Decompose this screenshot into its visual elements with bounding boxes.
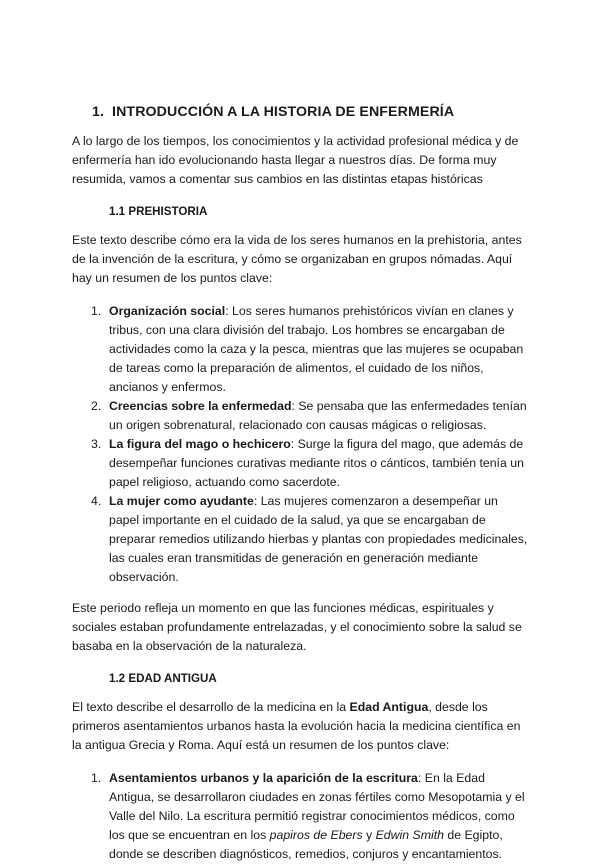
list-term: Asentamientos urbanos y la aparición de la escritura xyxy=(109,771,418,785)
list-item xyxy=(72,397,530,435)
heading-number: 1. xyxy=(92,104,105,120)
list-italic-edwin-smith: Edwin Smith xyxy=(375,828,444,842)
para-text-a: El texto describe el desarrollo de la medicina en la xyxy=(72,700,350,714)
heading-text: INTRODUCCIÓN A LA HISTORIA DE ENFERMERÍA xyxy=(112,104,455,120)
list-text: : Surge la figura del mago, que además de desempeñar funciones curativas mediante ritos o cánticos, también tenía un papel religioso, actuando como sacerdote. xyxy=(109,437,524,489)
list-number: 4. xyxy=(91,494,102,508)
list-number: 2. xyxy=(91,399,102,413)
list-number: 1. xyxy=(91,771,102,785)
list-text-a: : En la Edad Antigua, se desarrollaron ciudades en zonas fértiles como Mesopotamia y el Valle del Nilo. La escritura permitió registrar conocimientos médicos, como los que se encuentran en los xyxy=(109,771,525,842)
prehistoria-closing: Este periodo refleja un momento en que las funciones médicas, espirituales y sociales estaban profundamente entrelazadas, y el conocimiento sobre la salud se basaba en la observación de la naturaleza. xyxy=(72,601,522,653)
list-term: La figura del mago o hechicero xyxy=(109,437,291,451)
section-heading-prehistoria: 1.1 PREHISTORIA xyxy=(109,205,208,218)
prehistoria-list xyxy=(72,302,530,587)
list-text: : Los seres humanos prehistóricos vivían en clanes y tribus, con una clara división del trabajo. Los hombres se encargaban de actividades como la caza y la pesca, mientras que las mujeres se ocupaban de tareas como la preparación de alimentos, el cuidado de los niños, ancianos y enfermos. xyxy=(109,304,524,394)
edad-antigua-list xyxy=(72,769,530,864)
list-text-c: de Egipto, donde se describen diagnósticos, remedios, conjuros y encantamientos. xyxy=(109,828,503,861)
section-heading-edad-antigua: 1.2 EDAD ANTIGUA xyxy=(109,672,217,685)
list-text: : Las mujeres comenzaron a desempeñar un papel importante en el cuidado de la salud, ya que se encargaban de preparar remedios utilizando hierbas y plantas con propiedades medicinales, las cuales eran transmitidas de generación en generación mediante observación. xyxy=(109,494,528,584)
list-item xyxy=(72,435,530,492)
para-text-b: , desde los primeros asentamientos urbanos hasta la evolución hacia la medicina científica en la antigua Grecia y Roma. Aquí está un resumen de los puntos clave: xyxy=(72,700,521,752)
list-item xyxy=(72,492,530,587)
list-item xyxy=(72,302,530,397)
list-term: Organización social xyxy=(109,304,226,318)
list-italic-ebers: papiros de Ebers xyxy=(269,828,363,842)
prehistoria-paragraph: Este texto describe cómo era la vida de los seres humanos en la prehistoria, antes de la invención de la escritura, y cómo se organizaban en grupos nómadas. Aquí hay un resumen de los puntos clave: xyxy=(72,233,522,285)
list-term: Creencias sobre la enfermedad xyxy=(109,399,292,413)
list-item xyxy=(72,769,530,864)
main-heading xyxy=(92,104,530,120)
intro-paragraph: A lo largo de los tiempos, los conocimientos y la actividad profesional médica y de enfermería han ido evolucionando hasta llegar a nuestros días. De forma muy resumida, vamos a comentar sus cambios en las distintas etapas históricas xyxy=(72,134,519,186)
list-text-b: y xyxy=(362,828,376,842)
edad-antigua-paragraph xyxy=(72,698,530,755)
list-term: La mujer como ayudante xyxy=(109,494,254,508)
list-text: : Se pensaba que las enfermedades tenían un origen sobrenatural, relacionado con causas mágicas o religiosas. xyxy=(109,399,527,432)
para-bold: Edad Antigua xyxy=(349,700,429,714)
list-number: 1. xyxy=(91,304,102,318)
list-number: 3. xyxy=(91,437,102,451)
